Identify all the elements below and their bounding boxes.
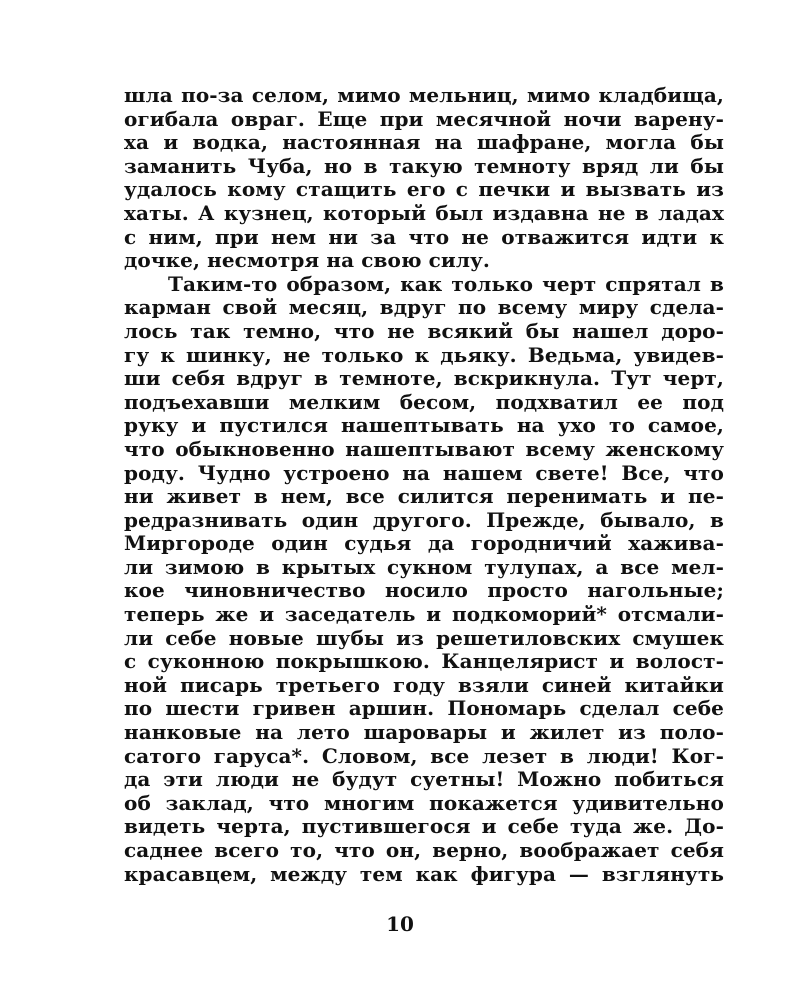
text-line: ни живет в нем, все силится перенимать и пе- <box>124 484 724 509</box>
text-line: теперь же и заседатель и подкоморий* отсмали- <box>124 602 724 627</box>
text-line: лось так темно, что не всякий бы нашел доро- <box>124 318 724 343</box>
text-line: саднее всего то, что он, верно, воображает себя <box>124 838 724 862</box>
text-line: да эти люди не будут суетны! Можно побиться <box>124 767 724 792</box>
text-line: заманить Чуба, но в такую темноту вряд ли бы <box>124 153 724 178</box>
text-line: ли себе новые шубы из решетиловских смушек <box>124 625 724 650</box>
text-line: подъехавши мелким бесом, подхватил ее под <box>124 389 724 414</box>
text-line: хаты. А кузнец, который был издавна не в ладах <box>124 200 724 225</box>
text-line: по шести гривен аршин. Пономарь сделал себе <box>124 696 724 721</box>
text-line: гу к шинку, не только к дьяку. Ведьма, увидев- <box>124 342 724 367</box>
text-line: ной писарь третьего году взяли синей китайки <box>124 672 724 697</box>
text-line: об заклад, что многим покажется удивительно <box>124 790 724 815</box>
text-line: карман свой месяц, вдруг по всему миру сдела- <box>124 295 724 320</box>
text-line: с суконною покрышкою. Канцелярист и волост- <box>124 649 724 674</box>
text-line: удалось кому стащить его с печки и вызвать из <box>124 177 724 202</box>
text-line-paragraph-start: Таким-то образом, как только черт спрятал в <box>168 271 724 296</box>
text-line: ха и водка, настоянная на шафране, могла бы <box>124 130 724 155</box>
text-line: редразнивать один другого. Прежде, бывало, в <box>124 507 724 532</box>
page-number: 10 <box>386 912 414 936</box>
text-line: роду. Чудно устроено на нашем свете! Все, что <box>124 460 724 485</box>
text-line: ли зимою в крытых сукном тулупах, а все мел- <box>124 554 724 579</box>
text-line: сатого гаруса*. Словом, все лезет в люди! Ког- <box>124 743 724 768</box>
text-line: Миргороде один судья да городничий хажива- <box>124 531 724 556</box>
text-line: ши себя вдруг в темноте, вскрикнула. Тут черт, <box>124 366 724 391</box>
text-line: видеть черта, пустившегося и себе туда же. До- <box>124 814 724 839</box>
text-line: что обыкновенно нашептывают всему женскому <box>124 436 724 461</box>
text-line: с ним, при нем ни за что не отважится идти к <box>124 224 724 249</box>
text-line: шла по-за селом, мимо мельниц, мимо кладбища, <box>124 83 724 107</box>
text-line: руку и пустился нашептывать на ухо то самое, <box>124 413 724 438</box>
text-line-paragraph-end: дочке, несмотря на свою силу. <box>124 248 490 273</box>
body-text <box>124 84 724 886</box>
text-line: нанковые на лето шаровары и жилет из поло- <box>124 720 724 745</box>
text-line: кое чиновничество носило просто нагольные; <box>124 578 724 603</box>
text-line: огибала овраг. Еще при месячной ночи варену- <box>124 106 724 131</box>
text-line: красавцем, между тем как фигура — взглянуть <box>124 861 724 886</box>
